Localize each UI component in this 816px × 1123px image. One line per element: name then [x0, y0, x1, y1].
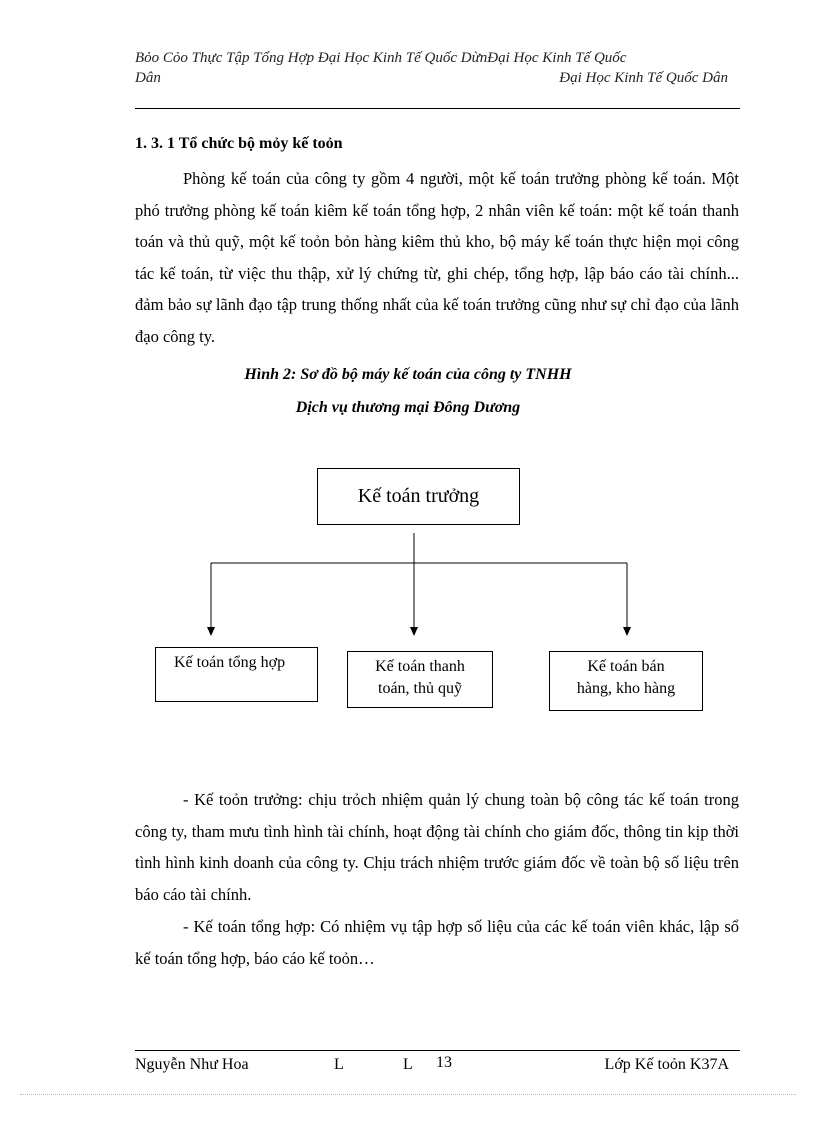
- description-chief-accountant: - Kế toỏn trưởng: chịu trỏch nhiệm quản lý chung toàn bộ công tác kế toán trong công ty, tham mưu tình hình tài chính, hoạt động tài chính cho giám đốc, thông tin kịp thời tình hình kinh doanh của công ty. Chịu trách nhiệm trước giám đốc về toàn bộ số liệu trên báo cáo tài chính.: [135, 790, 739, 904]
- box-right-line1: Kế toán bán: [587, 658, 665, 675]
- figure-caption-line2: Dịch vụ thương mại Đông Dương: [295, 399, 521, 416]
- header-title-line1: Bỏo Cỏo Thực Tập Tổng Hợp Đại Học Kinh Tế Quốc DừnĐại Học Kinh Tế Quốc: [135, 50, 627, 66]
- section-heading: 1. 3. 1 Tổ chức bộ mỏy kế toỏn: [135, 135, 343, 152]
- description-general-accountant: - Kế toán tổng hợp: Có nhiệm vụ tập hợp số liệu của các kế toán viên khác, lập sổ kế toán tổng hợp, báo cáo kế toỏn…: [135, 917, 739, 968]
- header-rule: [135, 108, 740, 109]
- footer-mark-1: L: [334, 1056, 344, 1073]
- arrow-left: [207, 627, 215, 636]
- intro-paragraph: Phòng kế toán của công ty gồm 4 người, một kế toán trưởng phòng kế toán. Một phó trưởng phòng kế toán kiêm kế toán tổng hợp, 2 nhân viên kế toán: một kế toán thanh toán và thủ quỹ, một kế toỏn bỏn hàng kiêm thủ kho, bộ máy kế toán thực hiện mọi công tác kế toán, từ việc thu thập, xử lý chứng từ, ghi chép, tổng hợp, lập báo cáo tài chính... đảm bảo sự lãnh đạo tập trung thống nhất của kế toán trưởng cũng như sự chỉ đạo của lãnh đạo công ty.: [135, 169, 739, 346]
- footer-class-name: Lớp Kế toỏn K37A: [604, 1056, 729, 1073]
- footer-page-number: 13: [436, 1054, 452, 1071]
- chart-box-sales-accountant: [549, 651, 703, 711]
- chart-box-chief-accountant: Kế toán trưởng: [317, 468, 520, 525]
- figure-caption-line1: Hình 2: Sơ đồ bộ máy kế toán của công ty TNHH: [244, 366, 572, 383]
- arrow-right: [623, 627, 631, 636]
- footer-mark-2: L: [403, 1056, 413, 1073]
- box-right-line2: hàng, kho hàng: [576, 680, 676, 697]
- footer-rule: [135, 1050, 740, 1051]
- header-title-line2-right: Đại Học Kinh Tế Quốc Dân: [559, 70, 728, 86]
- footer-author: Nguyễn Như Hoa: [135, 1056, 249, 1073]
- arrow-middle: [410, 627, 418, 636]
- chart-box-general-accountant: Kế toán tổng hợp: [155, 647, 318, 702]
- page-edge-dotted-line: [20, 1094, 796, 1095]
- header-title-line2-left: Dân: [135, 70, 161, 86]
- box-middle-line2: toán, thủ quỹ: [378, 680, 462, 697]
- box-middle-line1: Kế toán thanh: [375, 658, 465, 675]
- chart-box-payment-accountant: [347, 651, 493, 708]
